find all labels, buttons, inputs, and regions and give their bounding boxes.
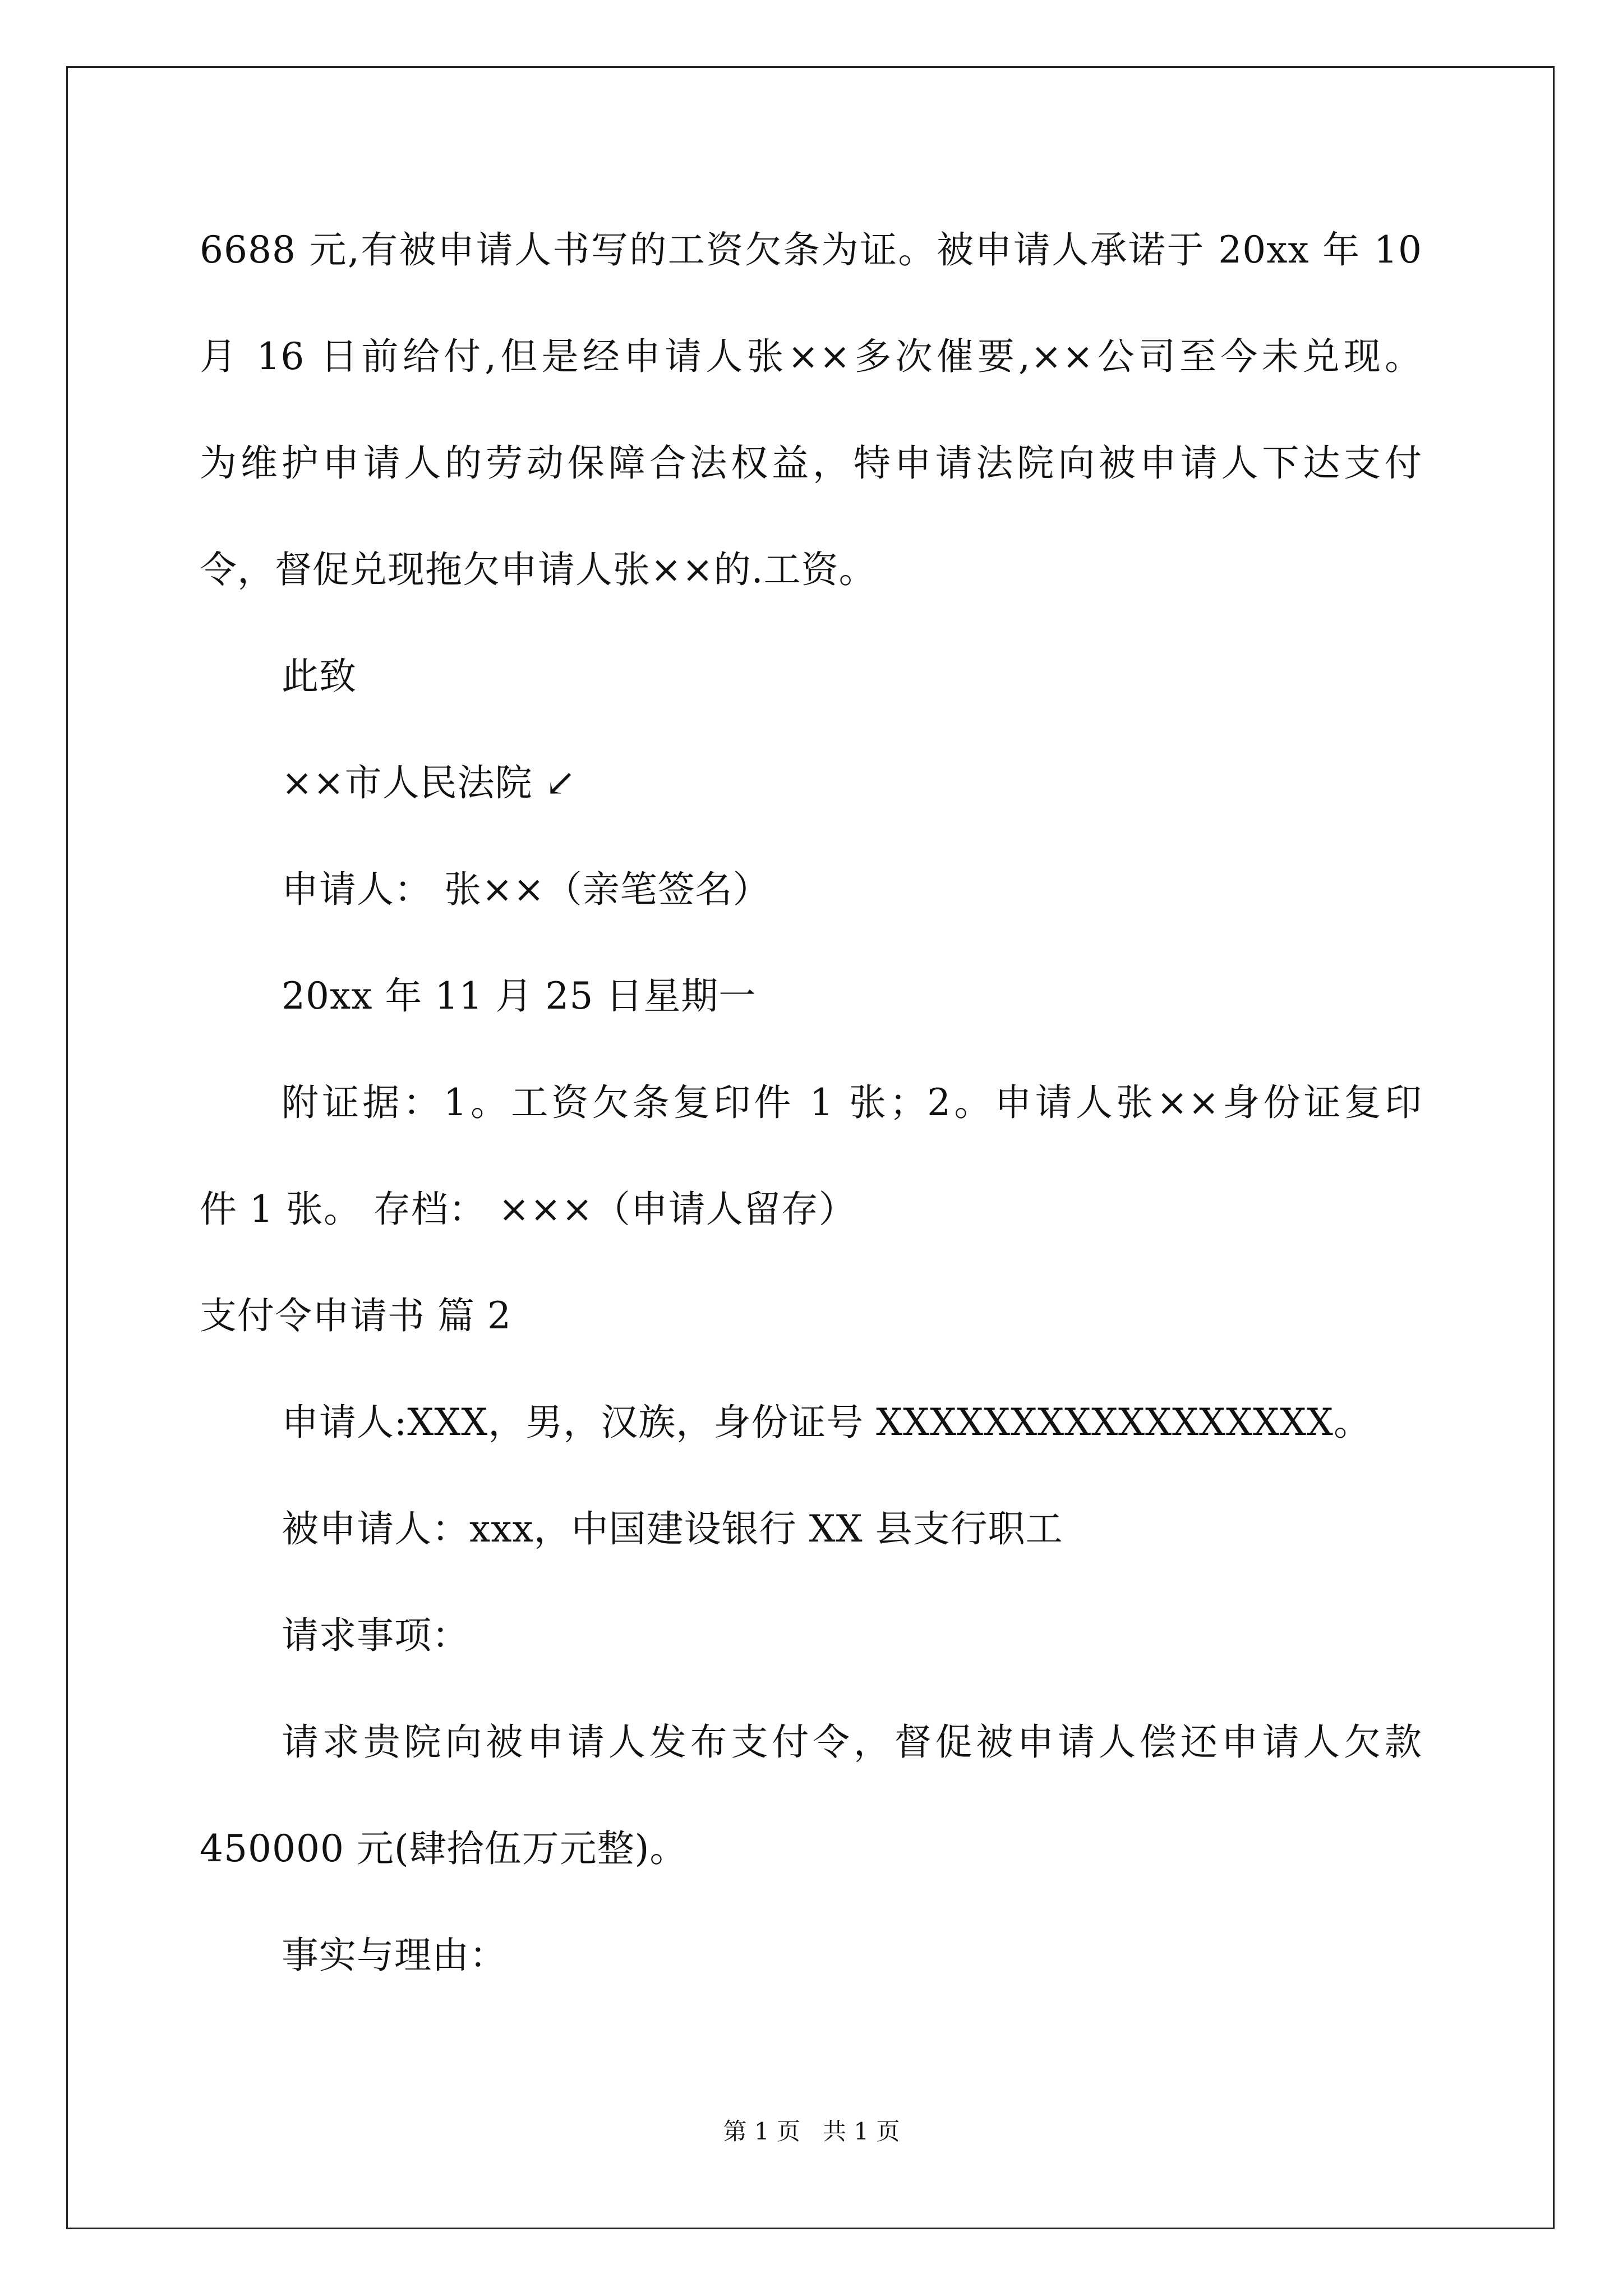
attachments-line: 件 1 张。 存档： ×××（申请人留存） [200, 1188, 856, 1231]
paragraph-line: 月 16 日前给付,但是经申请人张××多次催要,××公司至今未兑现。 [200, 335, 1422, 378]
page-border [66, 66, 1555, 2229]
facts-heading: 事实与理由： [282, 1934, 507, 1977]
claims-text: 450000 元(肆拾伍万元整)。 [200, 1827, 688, 1870]
claims-heading: 请求事项： [282, 1614, 469, 1657]
addressee-court: ××市人民法院 ↙ [282, 761, 577, 804]
applicant-info: 申请人:XXX，男，汉族，身份证号 XXXXXXXXXXXXXXXXX。 [282, 1401, 1371, 1444]
document-date: 20xx 年 11 月 25 日星期一 [282, 974, 757, 1018]
respondent-info: 被申请人：xxx，中国建设银行 XX 县支行职工 [282, 1507, 1063, 1550]
section-heading: 支付令申请书 篇 2 [200, 1294, 511, 1337]
paragraph-line: 6688 元,有被申请人书写的工资欠条为证。被申请人承诺于 20xx 年 10 [200, 228, 1422, 272]
paragraph-line: 为维护申请人的劳动保障合法权益，特申请法院向被申请人下达支付 [200, 441, 1422, 485]
claims-text: 请求贵院向被申请人发布支付令，督促被申请人偿还申请人欠款 [282, 1720, 1422, 1764]
salutation: 此致 [282, 655, 357, 698]
attachments-line: 附证据：1。工资欠条复印件 1 张；2。申请人张××身份证复印 [282, 1081, 1422, 1124]
page-footer: 第 1 页 共 1 页 [723, 2118, 900, 2145]
paragraph-line: 令，督促兑现拖欠申请人张××的.工资。 [200, 548, 877, 591]
applicant-signature: 申请人： 张××（亲笔签名） [282, 868, 771, 911]
